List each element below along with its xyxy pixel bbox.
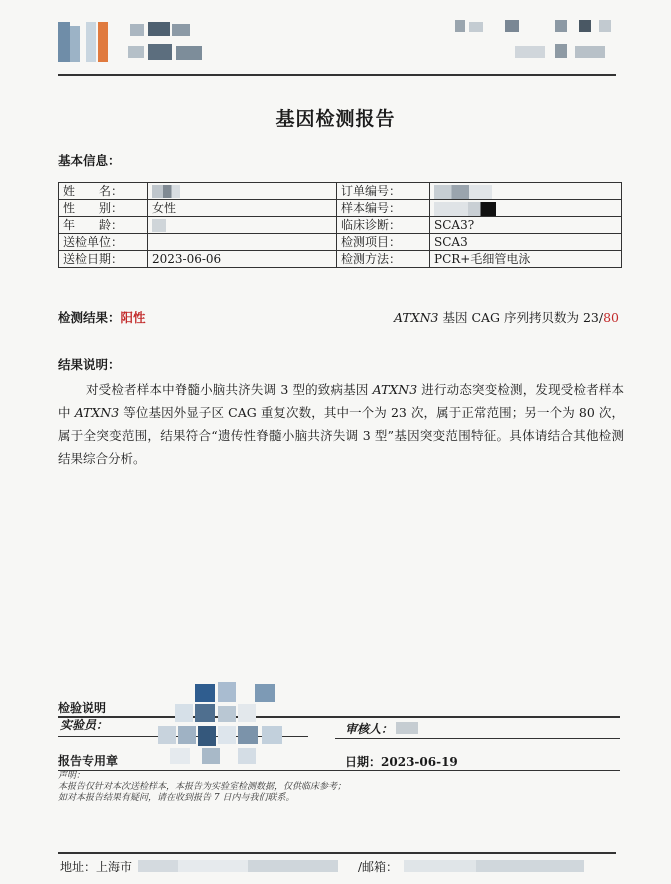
tester-label: 实验员： <box>60 718 109 732</box>
institution-value <box>148 234 337 251</box>
reviewer-label: 审核人： <box>345 722 394 736</box>
logo-redacted <box>58 22 208 62</box>
name-redacted <box>152 185 180 198</box>
age-label: 年 龄： <box>59 217 148 234</box>
sample-no-redacted <box>434 202 496 216</box>
explanation-label: 结果说明： <box>58 357 121 372</box>
test-item-value: SCA3 <box>430 234 622 251</box>
submit-date-value: 2023-06-06 <box>148 251 337 268</box>
statement-label: 声明： <box>58 771 86 781</box>
seal-redacted <box>140 680 310 770</box>
address-redacted <box>138 860 338 872</box>
postcode-label: /邮箱： <box>358 860 399 874</box>
method-value: PCR+毛细管电泳 <box>430 251 622 268</box>
age-redacted <box>152 219 166 232</box>
table-row <box>59 234 622 251</box>
explanation-text: 对受检者样本中脊髓小脑共济失调 3 型的致病基因 ATXN3 进行动态突变检测，发现受检者样本中 ATXN3 等位基因外显子区 CAG 重复次数，其中一个为 23 次，属于正常范围；另一个为 80 次，属于全突变范围，结果符合“遗传性脊髓小脑共济失调 3 型”基因突变范围特征。具体请结合其他检测结果综合分析。 <box>58 382 624 466</box>
postcode-redacted <box>404 860 584 872</box>
statement-note <box>58 771 478 804</box>
basic-info-label: 基本信息： <box>58 153 121 168</box>
gender-value: 女性 <box>148 200 337 217</box>
institution-label: 送检单位： <box>59 234 148 251</box>
result-summary-text: 基因 CAG 序列拷贝数为 23/ <box>438 310 604 325</box>
gender-label: 性 别： <box>59 200 148 217</box>
sample-no-label: 样本编号： <box>337 200 430 217</box>
submit-date-label: 送检日期： <box>59 251 148 268</box>
footer-rule <box>58 852 616 854</box>
header-rule <box>58 74 616 76</box>
date-label: 日期：2023-06-19 <box>345 755 458 769</box>
statement-line-1: 本报告仅针对本次送检样本，本报告为实验室检测数据，仅供临床参考； <box>58 782 347 792</box>
diagnosis-value: SCA3? <box>430 217 622 234</box>
test-item-label: 检测项目： <box>337 234 430 251</box>
signature-rule-right <box>335 738 620 739</box>
address-label: 地址：上海市 <box>60 860 133 874</box>
reviewer-redacted <box>396 722 418 734</box>
order-no-label: 订单编号： <box>337 183 430 200</box>
method-label: 检测方法： <box>337 251 430 268</box>
order-no-redacted <box>434 185 492 199</box>
table-row <box>59 183 622 200</box>
result-label: 检测结果： <box>58 310 121 325</box>
diagnosis-label: 临床诊断： <box>337 217 430 234</box>
report-date: 2023-06-19 <box>381 755 458 769</box>
table-row <box>59 217 622 234</box>
age-value <box>148 217 337 234</box>
result-summary <box>394 308 619 326</box>
table-row <box>59 251 622 268</box>
result-summary-high: 80 <box>603 310 619 325</box>
check-note-label: 检验说明 <box>58 701 107 715</box>
header-info-redacted <box>455 20 615 64</box>
name-value <box>148 183 337 200</box>
report-title: 基因检测报告 <box>275 108 396 130</box>
result-value: 阳性 <box>120 310 146 325</box>
sample-no-value <box>430 200 622 217</box>
result-gene: ATXN3 <box>394 310 439 325</box>
name-label: 姓 名： <box>59 183 148 200</box>
order-no-value <box>430 183 622 200</box>
statement-line-2: 如对本报告结果有疑问，请在收到报告 7 日内与我们联系。 <box>58 793 295 803</box>
result-row <box>58 308 146 326</box>
table-row <box>59 200 622 217</box>
seal-label: 报告专用章 <box>58 754 119 768</box>
basic-info-table <box>58 182 622 268</box>
